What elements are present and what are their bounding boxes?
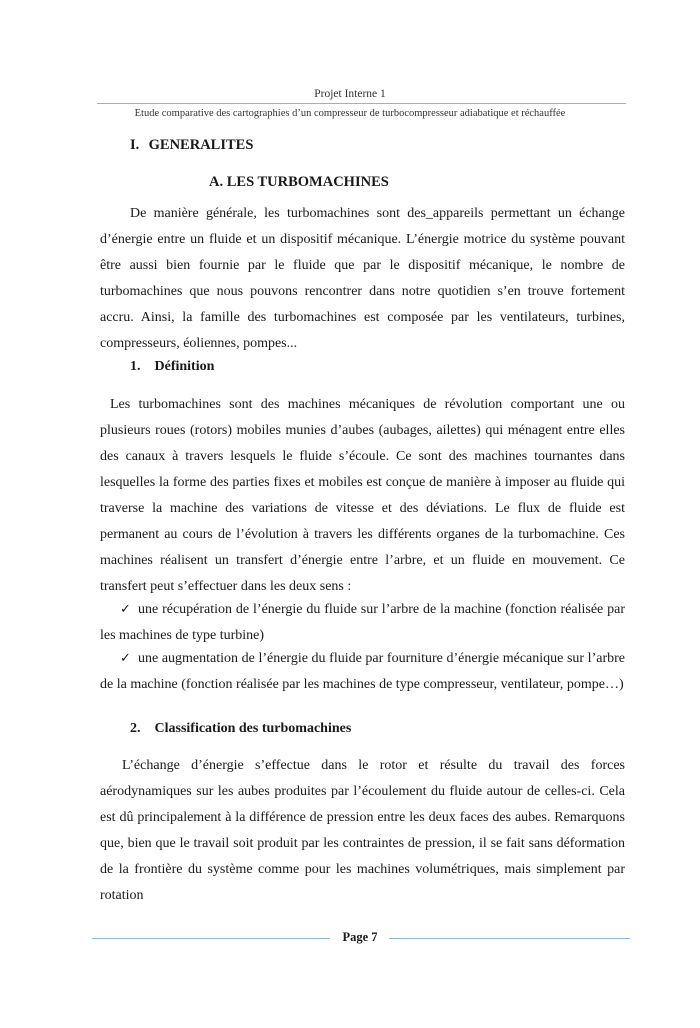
header-rule bbox=[97, 103, 626, 104]
bullet-text: une récupération de l’énergie du fluide sur l’arbre de la machine (fonction réalisée par les machines de type turbine) bbox=[100, 602, 625, 643]
bullet-text: une augmentation de l’énergie du fluide par fourniture d’énergie mécanique sur l’arbre de la machine (fonction réalisée par les machines de type compresseur, ventilateur, pompe…) bbox=[100, 651, 625, 692]
bullet-item bbox=[100, 597, 625, 649]
subsection-heading-turbomachines: A. LES TURBOMACHINES bbox=[209, 174, 389, 190]
footer-rule-left bbox=[92, 938, 330, 939]
footer-rule-right bbox=[389, 938, 630, 939]
checkmark-icon: ✓ bbox=[120, 602, 131, 617]
heading-definition bbox=[130, 359, 214, 375]
checkmark-icon: ✓ bbox=[120, 651, 131, 666]
header-subtitle: Etude comparative des cartographies d’un compresseur de turbocompresseur adiabatique et réchauffée bbox=[134, 108, 566, 119]
heading-number: 2. bbox=[130, 721, 141, 736]
section-heading-generalites bbox=[130, 137, 253, 154]
section-number: I. bbox=[130, 137, 140, 153]
heading-title: Définition bbox=[154, 359, 215, 374]
classification-paragraph: L’échange d’énergie s’effectue dans le rotor et résulte du travail des forces aérodynamiques sur les aubes produites par l’écoulement du fluide autour de celles-ci. Cela est dû principalement à la différence de pression entre les deux faces des aubes. Remarquons que, bien que le travail soit produit par les contraintes de pression, il se fait sans déformation de la frontière du système comme pour les machines volumétriques, mais simplement par rotation bbox=[100, 758, 625, 903]
heading-number: 1. bbox=[130, 359, 141, 374]
definition-paragraph: Les turbomachines sont des machines mécaniques de révolution comportant une ou plusieurs roues (rotors) mobiles munies d’aubes (aubages, ailettes) qui ménagent entre elles des canaux à travers lesquels le fluide s’écoule. Ce sont des machines tournantes dans lesquelles la forme des parties fixes et mobiles est conçue de manière à imposer au fluide qui traverse la machine des variations de vitesse et des déviations. Le flux de fluide est permanent au cours de l’évolution à travers les différents organes de la turbomachine. Ces machines réalisent un transfert d’énergie entre l’arbre, et un fluide en mouvement. Ce transfert peut s’effectuer dans les deux sens : bbox=[100, 397, 625, 594]
intro-paragraph: De manière générale, les turbomachines sont des_appareils permettant un échange d’énergie entre un fluide et un dispositif mécanique. L’énergie motrice du système pouvant être aussi bien fournie par le fluide que par le dispositif mécanique, le nombre de turbomachines que nous pouvons rencontrer dans notre quotidien s’en trouve fortement accru. Ainsi, la famille des turbomachines est composée par les ventilateurs, turbines, compresseurs, éoliennes, pompes... bbox=[100, 206, 625, 351]
heading-title: Classification des turbomachines bbox=[154, 721, 352, 736]
page-number: Page 7 bbox=[342, 930, 378, 944]
header-title: Projet Interne 1 bbox=[314, 88, 386, 100]
heading-classification bbox=[130, 721, 351, 737]
bullet-item bbox=[100, 646, 625, 698]
section-title: GENERALITES bbox=[148, 137, 254, 153]
